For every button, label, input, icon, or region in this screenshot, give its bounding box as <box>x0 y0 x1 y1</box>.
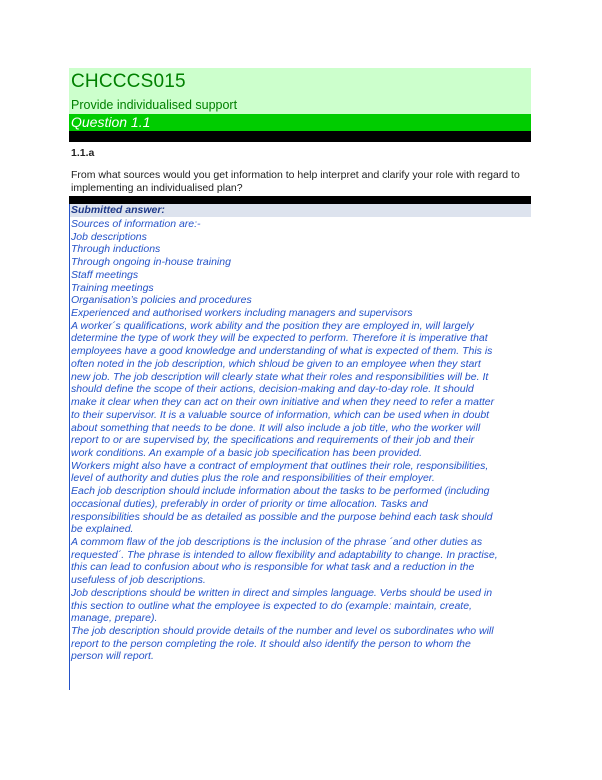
answer-left-rule <box>69 204 70 690</box>
answer-line: employees have a good knowledge and understanding of what is expected of them. This is <box>71 345 493 358</box>
answer-line: Organisation’s policies and procedures <box>71 294 252 307</box>
submitted-answer-label: Submitted answer: <box>71 204 165 216</box>
unit-title: Provide individualised support <box>71 98 238 112</box>
answer-line: report to or are supervised by, the specifications and requirements of their job and their <box>71 434 475 447</box>
divider-bar <box>69 131 531 142</box>
answer-line: responsibilities should be as detailed as possible and the purpose behind each task should <box>71 510 493 523</box>
question-number: 1.1.a <box>71 147 95 159</box>
unit-code: CHCCCS015 <box>71 71 186 92</box>
answer-line: about something that needs to be done. It will also include a job title, who the worker will <box>71 421 481 434</box>
answer-line: work conditions. An example of a basic job specification has been provided. <box>71 446 422 459</box>
answer-line: this can lead to confusion about who is responsible for what task and a reduction in the <box>71 561 475 574</box>
answer-line: Sources of information are:- <box>71 218 201 230</box>
answer-line: Job descriptions should be written in direct and simples language. Verbs should be used in <box>71 586 493 599</box>
question-label: Question 1.1 <box>71 114 151 130</box>
answer-line: Through ongoing in-house training <box>71 256 231 269</box>
answer-line: Training meetings <box>71 281 154 294</box>
answer-line: Job descriptions <box>71 230 147 243</box>
answer-line: Each job description should include information about the tasks to be performed (including <box>71 485 490 498</box>
answer-line: requested´. The phrase is intended to allow flexibility and adaptability to change. In practise, <box>71 548 498 561</box>
answer-line: A worker´s qualifications, work ability and the position they are employed in, will largely <box>71 319 474 332</box>
answer-line: to their supervisor. It is a valuable source of information, which can be used when in doubt <box>71 408 490 421</box>
answer-line: Staff meetings <box>71 268 139 281</box>
answer-text <box>71 218 529 663</box>
answer-line: determine the type of work they will be expected to perform. Therefore it is imperative that <box>71 332 488 345</box>
divider-bar <box>69 196 531 204</box>
answer-line: The job description should provide details of the number and level os subordinates who will <box>71 625 494 637</box>
answer-line: A commom flaw of the job descriptions is the inclusion of the phrase ´and other duties as <box>71 535 483 548</box>
answer-line: person will report. <box>71 650 154 663</box>
answer-line: level of authority and duties plus the role and responsibilities of their employer. <box>71 472 435 485</box>
answer-line: Experienced and authorised workers including managers and supervisors <box>71 307 413 320</box>
answer-line: usefuless of job descriptions. <box>71 574 206 587</box>
answer-line: make it clear when they can act on their own initiative and when they need to refer a matter <box>71 396 495 409</box>
answer-line: new job. The job description will clearly state what their roles and responsibilities will be. It <box>71 370 489 383</box>
answer-line: be explained. <box>71 523 134 536</box>
answer-line: report to the person completing the role. It should also identify the person to whom the <box>71 637 471 650</box>
answer-line: Workers might also have a contract of employment that outlines their role, responsibilities, <box>71 459 489 472</box>
answer-line: occasional duties), preferably in order of priority or time allocation. Tasks and <box>71 497 428 510</box>
answer-line: often noted in the job description, which shloud be given to an employee when they start <box>71 357 481 370</box>
answer-line: manage, prepare). <box>71 612 158 625</box>
answer-line: should define the scope of their actions, decision-making and day-to-day role. It should <box>71 383 474 396</box>
question-text: From what sources would you get information to help interpret and clarify your role with regard to implementing an individualised plan? <box>71 169 520 194</box>
answer-line: this section to outline what the employee is expected to do (example: maintain, create, <box>71 599 472 612</box>
answer-line: Through inductions <box>71 243 161 256</box>
